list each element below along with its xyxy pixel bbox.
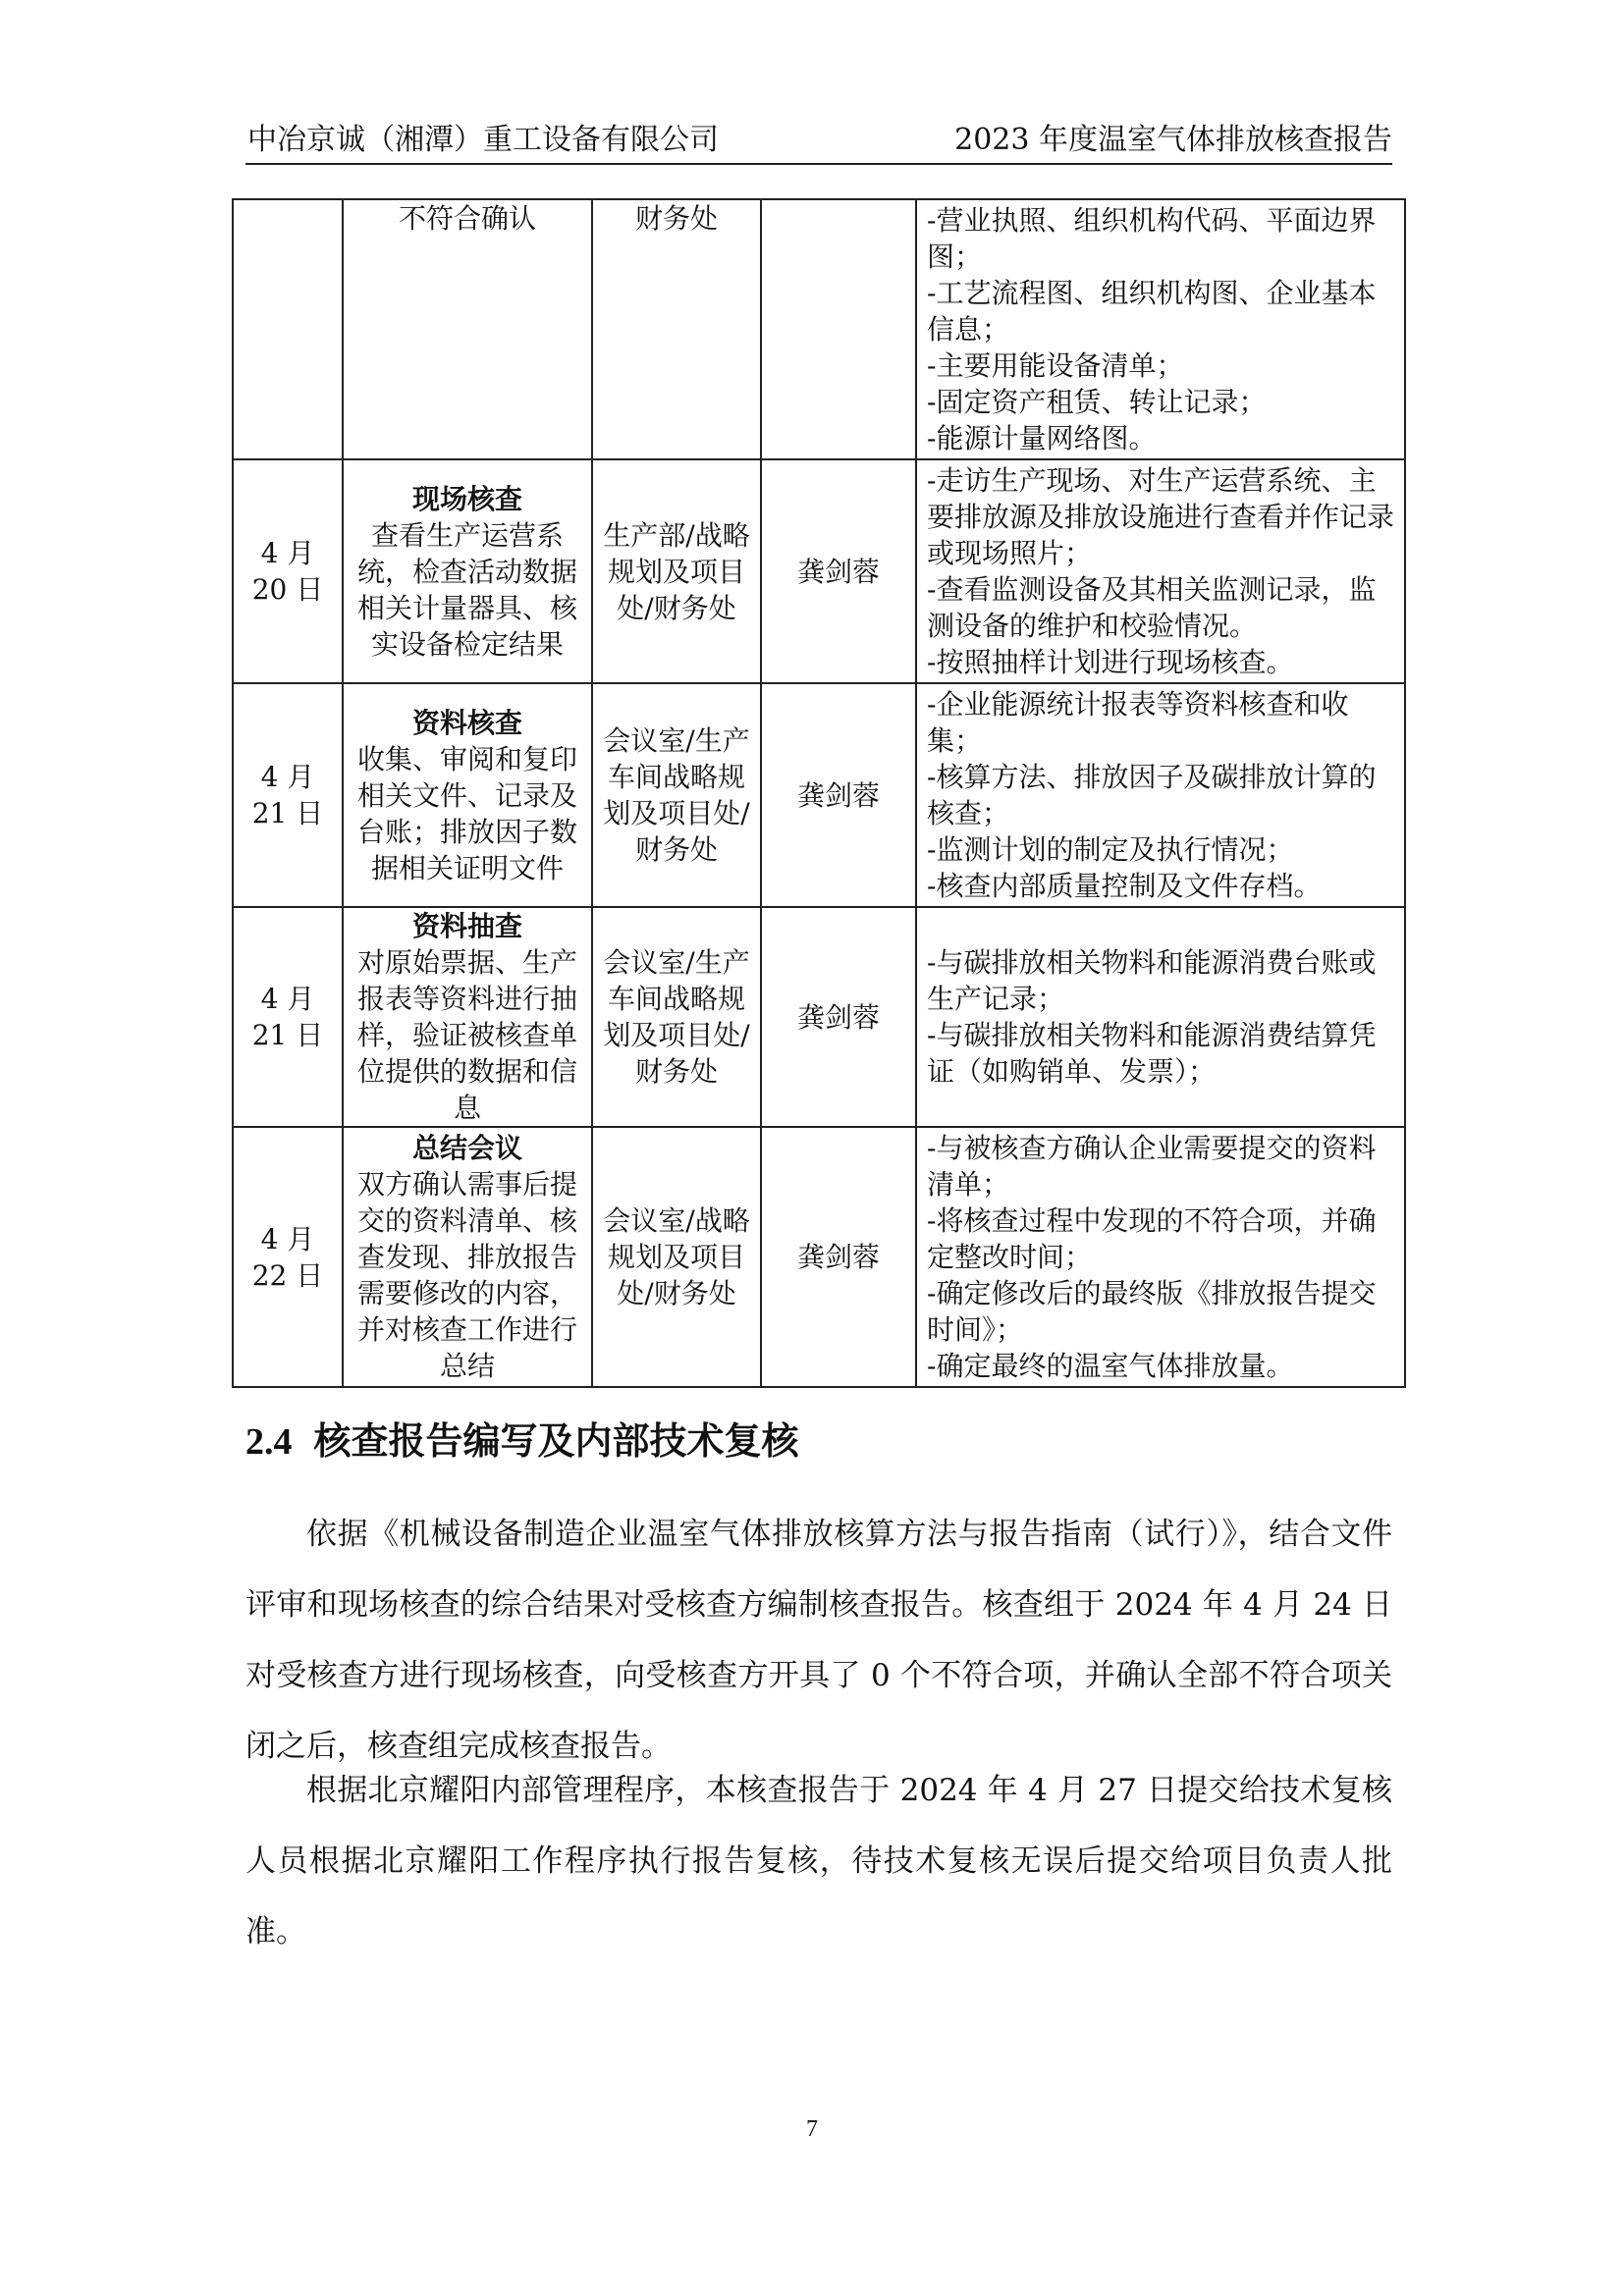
detail-item: -核查内部质量控制及文件存档。 (927, 870, 1322, 902)
table-row (233, 459, 1405, 683)
detail-item: -与被核查方确认企业需要提交的资料清单； (927, 1132, 1377, 1201)
page-header (245, 110, 1392, 165)
detail-item: -工艺流程图、组织机构图、企业基本信息； (927, 277, 1377, 346)
paragraph-report-writing: 依据《机械设备制造企业温室气体排放核算方法与报告指南（试行）》，结合文件评审和现场核查的综合结果对受核查方编制核查报告。核查组于 2024 年 4 月 24 日对受核查方进行现场核查，向受核查方开具了 0 个不符合项，并确认全部不符合项关闭之后，核查组完成核查报告。 (245, 1517, 1392, 1764)
header-report-title: 2023 年度温室气体排放核查报告 (954, 123, 1392, 157)
detail-item: -固定资产租赁、转让记录； (927, 386, 1267, 418)
detail-item: -查看监测设备及其相关监测记录，监测设备的维护和校验情况。 (927, 573, 1377, 642)
cell-activity (343, 459, 592, 683)
cell-details (916, 459, 1405, 683)
activity-title: 现场核查 (411, 482, 522, 515)
cell-activity (343, 199, 592, 459)
cell-department: 生产部/战略规划及项目处/财务处 (592, 459, 761, 683)
detail-item: -确定最终的温室气体排放量。 (927, 1350, 1294, 1382)
table-row (233, 199, 1405, 459)
page-number: 7 (806, 2116, 818, 2142)
cell-person: 龚剑蓉 (761, 907, 916, 1127)
detail-item: -将核查过程中发现的不符合项，并确定整改时间； (927, 1204, 1377, 1273)
activity-description: 双方确认需事后提交的资料清单、核查发现、排放报告需要修改的内容，并对核查工作进行总结 (356, 1168, 577, 1382)
activity-title: 总结会议 (411, 1132, 522, 1164)
cell-details (916, 683, 1405, 907)
activity-description: 对原始票据、生产报表等资料进行抽样，验证被核查单位提供的数据和信息 (356, 946, 577, 1124)
detail-item: -走访生产现场、对生产运营系统、主要排放源及排放设施进行查看并作记录或现场照片； (927, 464, 1395, 569)
table-row (233, 907, 1405, 1127)
detail-item: -企业能源统计报表等资料核查和收集； (927, 688, 1349, 757)
cell-person: 龚剑蓉 (761, 1127, 916, 1387)
table-row (233, 1127, 1405, 1387)
cell-person: 龚剑蓉 (761, 459, 916, 683)
cell-activity (343, 907, 592, 1127)
section-heading (245, 1414, 799, 1469)
detail-item: -核算方法、排放因子及碳排放计算的核查； (927, 761, 1377, 829)
cell-person: 龚剑蓉 (761, 683, 916, 907)
activity-title: 资料核查 (411, 706, 522, 739)
cell-date: 4 月 21 日 (233, 907, 343, 1127)
verification-schedule-table (232, 198, 1406, 1388)
cell-date: 4 月 21 日 (233, 683, 343, 907)
section-title: 核查报告编写及内部技术复核 (313, 1419, 799, 1463)
cell-department: 会议室/战略规划及项目处/财务处 (592, 1127, 761, 1387)
cell-date: 4 月 20 日 (233, 459, 343, 683)
detail-item: -营业执照、组织机构代码、平面边界图； (927, 204, 1377, 273)
detail-item: -能源计量网络图。 (927, 422, 1157, 454)
cell-activity (343, 1127, 592, 1387)
detail-item: -与碳排放相关物料和能源消费结算凭证（如购销单、发票）； (927, 1019, 1377, 1088)
activity-title: 资料抽查 (411, 910, 522, 942)
detail-item: -主要用能设备清单； (927, 349, 1184, 382)
header-company: 中冶京诚（湘潭）重工设备有限公司 (247, 123, 719, 157)
cell-details (916, 199, 1405, 459)
cell-department: 财务处 (592, 199, 761, 459)
cell-department: 会议室/生产车间战略规划及项目处/财务处 (592, 683, 761, 907)
cell-date: 4 月 22 日 (233, 1127, 343, 1387)
detail-item: -与碳排放相关物料和能源消费台账或生产记录； (927, 946, 1377, 1015)
table-row (233, 683, 1405, 907)
cell-person (761, 199, 916, 459)
cell-department: 会议室/生产车间战略规划及项目处/财务处 (592, 907, 761, 1127)
detail-item: -确定修改后的最终版《排放报告提交时间》； (927, 1277, 1377, 1346)
paragraph-technical-review: 根据北京耀阳内部管理程序，本核查报告于 2024 年 4 月 27 日提交给技术复核人员根据北京耀阳工作程序执行报告复核，待技术复核无误后提交给项目负责人批准。 (245, 1773, 1392, 1949)
cell-activity (343, 683, 592, 907)
cell-date (233, 199, 343, 459)
activity-description: 收集、审阅和复印相关文件、记录及台账；排放因子数据相关证明文件 (356, 742, 577, 884)
section-number: 2.4 (245, 1421, 293, 1463)
detail-item: -监测计划的制定及执行情况； (927, 833, 1294, 866)
cell-details (916, 1127, 1405, 1387)
activity-description: 不符合确认 (398, 202, 536, 235)
cell-details (916, 907, 1405, 1127)
activity-description: 查看生产运营系统，检查活动数据相关计量器具、核实设备检定结果 (356, 518, 577, 661)
detail-item: -按照抽样计划进行现场核查。 (927, 646, 1294, 678)
